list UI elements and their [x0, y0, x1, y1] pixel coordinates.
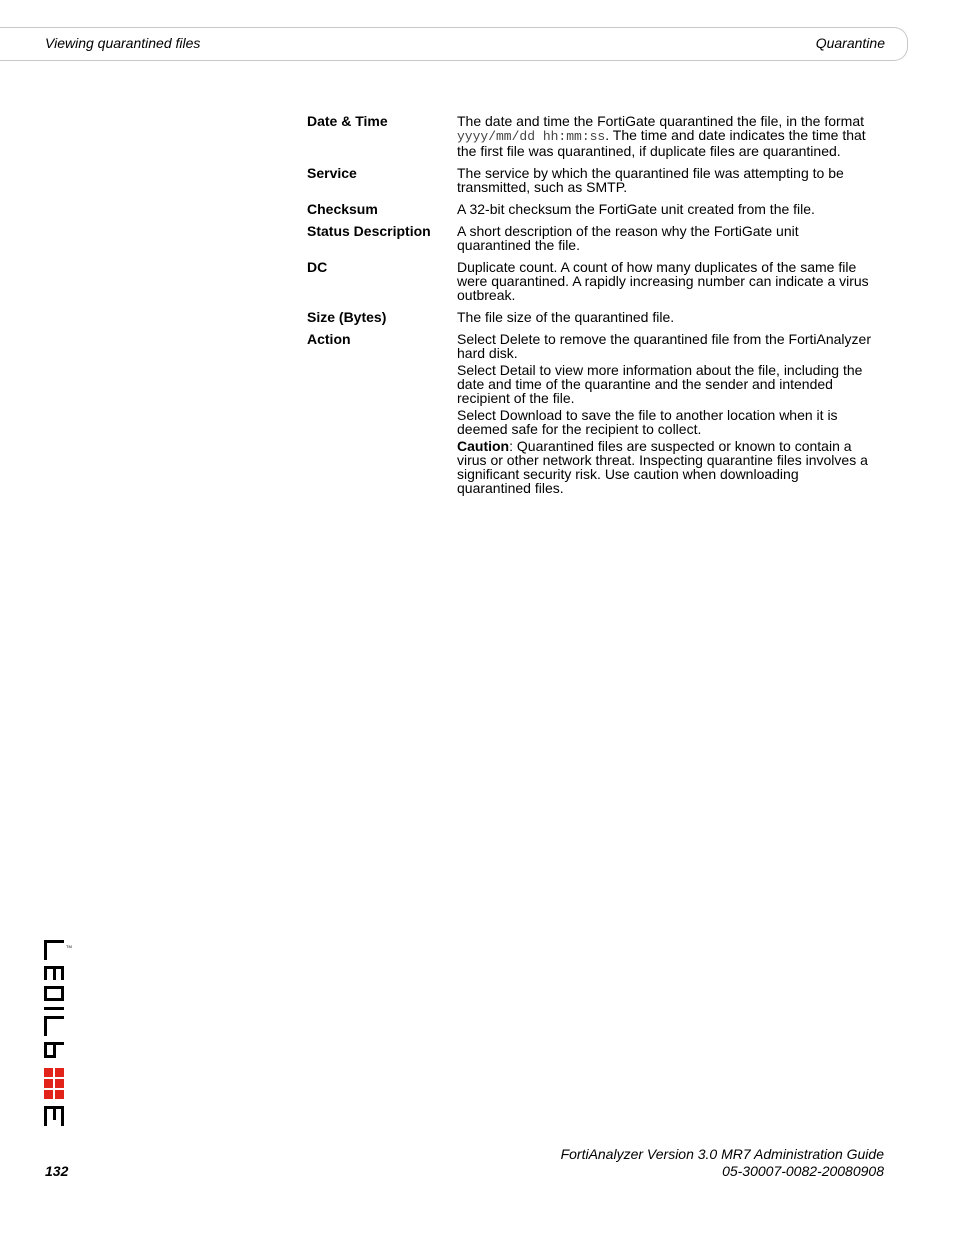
caution-text: : Quarantined files are suspected or known to contain a virus or other network threat. Inspecting quarantine files involves a significant security risk. Use caution when downloading quarantined files.	[457, 438, 868, 496]
date-format-code: yyyy/mm/dd hh:mm:ss	[457, 129, 606, 144]
definition-row-service	[307, 166, 872, 194]
definition-term: Checksum	[307, 201, 378, 217]
action-download-text: Select Download to save the file to another location when it is deemed safe for the recipient to collect.	[457, 407, 838, 437]
definition-row-dc	[307, 260, 872, 302]
definition-description: The service by which the quarantined file was attempting to be transmitted, such as SMTP.	[457, 165, 844, 195]
definition-list	[307, 114, 872, 506]
footer-guide-title: FortiAnalyzer Version 3.0 MR7 Administration Guide	[560, 1146, 884, 1162]
footer-document-number: 05-30007-0082-20080908	[722, 1163, 884, 1179]
header-chapter-title: Quarantine	[815, 35, 885, 51]
definition-term: Status Description	[307, 223, 431, 239]
description-text: The date and time the FortiGate quarantined the file, in the format	[457, 113, 865, 129]
definition-term: Service	[307, 165, 357, 181]
page-number: 132	[45, 1163, 69, 1179]
definition-row-date-time	[307, 114, 872, 158]
definition-term: DC	[307, 259, 328, 275]
svg-text:TM: TM	[66, 944, 72, 949]
fortinet-logo	[44, 940, 72, 1126]
footer-document-title	[500, 1146, 884, 1180]
definition-term: Size (Bytes)	[307, 309, 387, 325]
definition-row-size	[307, 310, 872, 324]
definition-description: A short description of the reason why the FortiGate unit quarantined the file.	[457, 223, 799, 253]
definition-description: A 32-bit checksum the FortiGate unit created from the file.	[457, 201, 815, 217]
caution-label: Caution	[457, 438, 510, 454]
action-detail-text: Select Detail to view more information about the file, including the date and time of the quarantine and the sender and intended recipient of the file.	[457, 362, 863, 406]
definition-term: Date & Time	[307, 113, 388, 129]
definition-term: Action	[307, 331, 351, 347]
definition-description	[457, 332, 872, 498]
description-text: . The time and date indicates the time that the first file was quarantined, if duplicate files are quarantined.	[457, 127, 866, 159]
definition-description: Duplicate count. A count of how many duplicates of the same file were quarantined. A rapidly increasing number can indicate a virus outbreak.	[457, 259, 869, 303]
definition-row-action	[307, 332, 872, 498]
definition-row-checksum	[307, 202, 872, 216]
caution-note	[457, 439, 872, 495]
definition-description: The file size of the quarantined file.	[457, 309, 675, 325]
definition-row-status-description	[307, 224, 872, 252]
definition-description	[457, 114, 872, 158]
header-section-title: Viewing quarantined files	[45, 35, 201, 51]
action-delete-text: Select Delete to remove the quarantined file from the FortiAnalyzer hard disk.	[457, 331, 871, 361]
